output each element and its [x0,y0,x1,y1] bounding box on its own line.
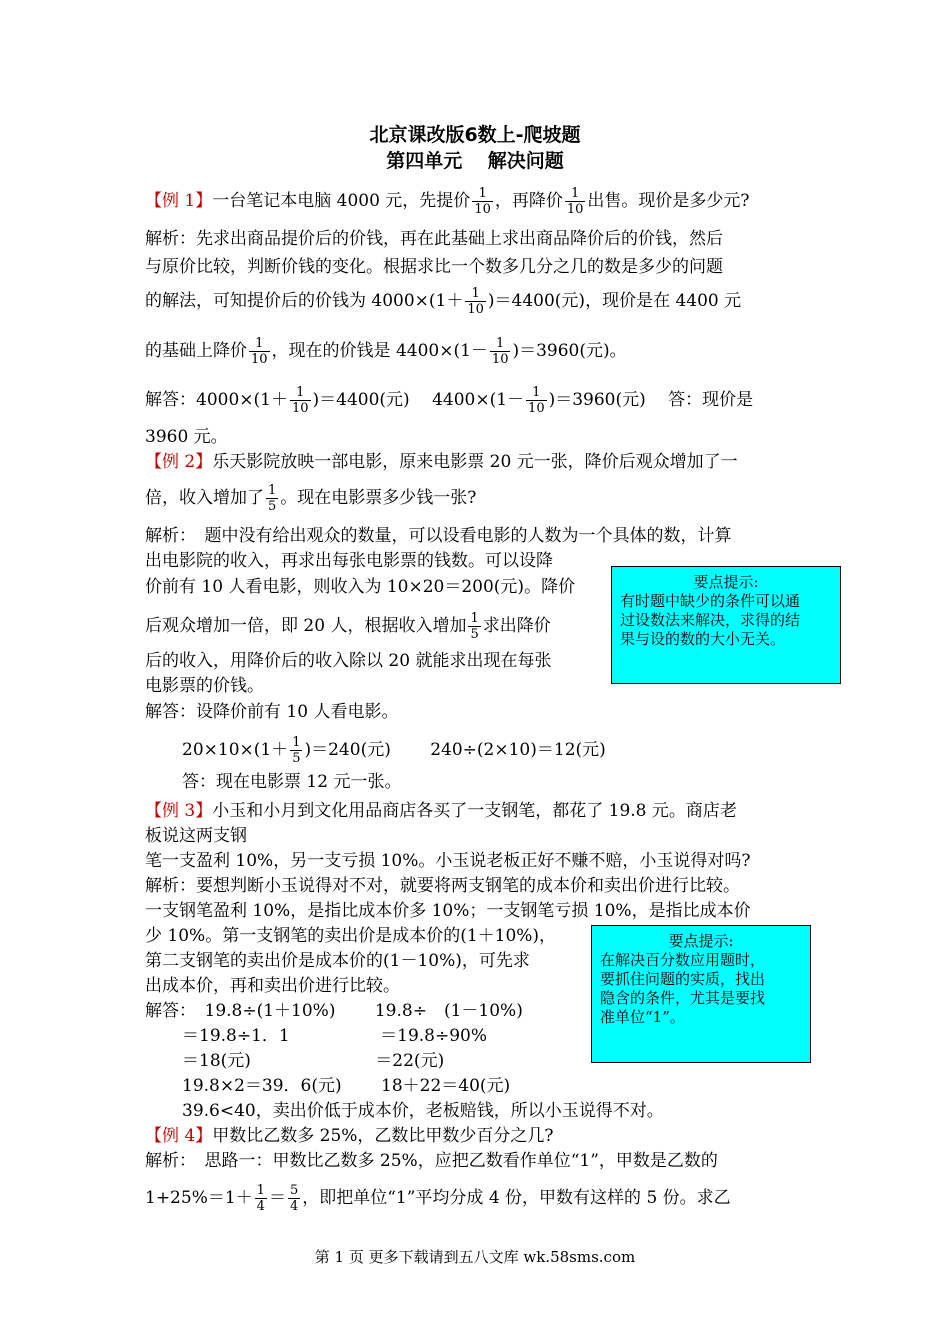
tip-box [611,566,841,684]
fraction: $\frac{1}{5}$ [268,483,277,514]
tip-title: 要点提示: [668,932,734,950]
ex3-analysis-line: 出成本价，再和卖出价进行比较。 [145,976,400,996]
ex2-analysis-line: 解析： 题中没有给出观众的数量，可以设看电影的人数为一个具体的数，计算 [145,526,732,546]
tip-line: 过设数法来解决，求得的结 [620,611,801,629]
ex3-analysis-line: 第二支钢笔的卖出价是成本价的(1－10%)，可先求 [145,951,530,971]
fraction: $\frac{1}{4}$ [256,1183,265,1214]
ex3-analysis-line: 一支钢笔盈利 10%，是指比成本价多 10%；一支钢笔亏损 10%，是指比成本价 [145,901,751,921]
ex1-analysis-line: 的解法，可知提价后的价钱为 4000×(1＋ $\frac{1}{10}$ )＝4400(元)，现价是在 4400 元 [145,286,742,317]
ex3-solution-line: 解答： 19.8÷(1＋10%) 19.8÷ (1－10%) [145,1001,523,1021]
fraction: $\frac{5}{4}$ [289,1183,299,1214]
fraction: $\frac{1}{10}$ [474,186,491,217]
ex1-question: 【例 1】一台笔记本电脑 4000 元，先提价 $\frac{1}{10}$ ，再降价 $\frac{1}{10}$ 出售。现价是多少元? [145,186,750,217]
fraction: $\frac{1}{10}$ [491,336,509,367]
ex2-solution-line: 20×10×(1＋ $\frac{1}{5}$ )＝240(元) 240÷(2×10)＝12(元) [182,735,606,766]
ex3-solution-line: ＝18(元) ＝22(元) [182,1051,445,1071]
ex1-tag: 【例 1】 [145,191,213,211]
ex2-analysis-line: 价前有 10 人看电影，则收入为 10×20＝200(元)。降价 [145,577,576,597]
ex2-analysis-line: 后的收入，用降价后的收入除以 20 就能求出现在每张 [145,651,552,671]
fraction: $\frac{1}{10}$ [291,385,309,416]
fraction: $\frac{1}{10}$ [251,336,268,367]
ex4-analysis-line: 解析： 思路一：甲数比乙数多 25%，应把乙数看作单位“1”，甲数是乙数的 [145,1151,718,1171]
tip-line: 准单位“1”。 [600,1008,685,1026]
page-footer: 第 1 页 更多下载请到五八文库 wk.58sms.com [314,1248,636,1266]
ex1-solution-line: 解答：4000×(1＋ $\frac{1}{10}$ )＝4400(元) 4400×(1－ $\frac{1}{10}$ )＝3960(元) 答：现价是 [145,385,754,416]
ex2-analysis-line: 后观众增加一倍，即 20 人，根据收入增加 $\frac{1}{5}$ 求出降价 [145,611,551,642]
ex1-analysis-line: 的基础上降价 $\frac{1}{10}$ ，现在的价钱是 4400×(1－ $\frac{1}{10}$ )＝3960(元)。 [145,336,627,367]
fraction: $\frac{1}{10}$ [566,186,584,217]
ex3-solution-line: ＝19.8÷1．1 ＝19.8÷90% [182,1026,488,1046]
fraction: $\frac{1}{10}$ [467,286,484,317]
tip-line: 在解决百分数应用题时， [600,951,766,969]
ex3-question-line: 【例 3】小玉和小月到文化用品商店各买了一支钢笔，都花了 19.8 元。商店老 [145,801,737,821]
ex2-question-line: 【例 2】乐天影院放映一部电影，原来电影票 20 元一张，降价后观众增加了一 [145,452,738,472]
ex1-analysis-line: 解析：先求出商品提价后的价钱，再在此基础上求出商品降价后的价钱，然后 [145,229,723,249]
ex1-analysis-line: 与原价比较，判断价钱的变化。根据求比一个数多几分之几的数是多少的问题 [145,257,723,277]
tip-line: 果与设的数的大小无关。 [620,630,786,648]
ex3-analysis-line: 解析：要想判断小玉说得对不对，就要将两支钢笔的成本价和卖出价进行比较。 [145,876,740,896]
ex2-solution-line: 解答：设降价前有 10 人看电影。 [145,702,399,722]
fraction: $\frac{1}{10}$ [528,385,545,416]
ex4-tag: 【例 4】 [145,1126,213,1146]
ex1-solution-line: 3960 元。 [145,427,228,447]
tip-box [591,925,811,1063]
ex2-analysis-line: 电影票的价钱。 [145,676,264,696]
fraction: $\frac{1}{5}$ [470,611,479,642]
document-subtitle: 第四单元 解决问题 [386,150,564,172]
ex3-question-line: 板说这两支钢 [145,826,247,846]
tip-line: 隐含的条件，尤其是要找 [600,989,766,1007]
ex3-question-line: 笔一支盈利 10%，另一支亏损 10%。小玉说老板正好不赚不赔，小玉说得对吗? [145,851,751,871]
tip-line: 有时题中缺少的条件可以通 [620,592,801,610]
tip-line: 要抓住问题的实质，找出 [600,970,766,988]
ex2-answer-line: 答：现在电影票 12 元一张。 [182,772,402,792]
ex2-analysis-line: 出电影院的收入，再求出每张电影票的钱数。可以设降 [145,551,553,571]
ex3-analysis-line: 少 10%。第一支钢笔的卖出价是成本价的(1＋10%)， [145,926,557,946]
ex2-tag: 【例 2】 [145,452,213,472]
ex4-question-line: 【例 4】甲数比乙数多 25%，乙数比甲数少百分之几? [145,1126,554,1146]
ex3-conclusion-line: 39.6<40，卖出价低于成本价，老板赔钱，所以小玉说得不对。 [182,1101,664,1121]
tip-title: 要点提示: [693,573,759,591]
ex3-tag: 【例 3】 [145,801,213,821]
fraction: $\frac{1}{5}$ [292,735,301,766]
ex3-solution-line: 19.8×2＝39．6(元) 18＋22＝40(元) [182,1076,511,1096]
ex4-analysis-line: 1+25%＝1＋ $\frac{1}{4}$ ＝ $\frac{5}{4}$ ，即把单位“1”平均分成 4 份，甲数有这样的 5 份。求乙 [145,1183,731,1214]
ex2-question-line: 倍，收入增加了 $\frac{1}{5}$ 。现在电影票多少钱一张? [145,483,477,514]
document-title: 北京课改版6数上-爬坡题 [369,124,581,146]
